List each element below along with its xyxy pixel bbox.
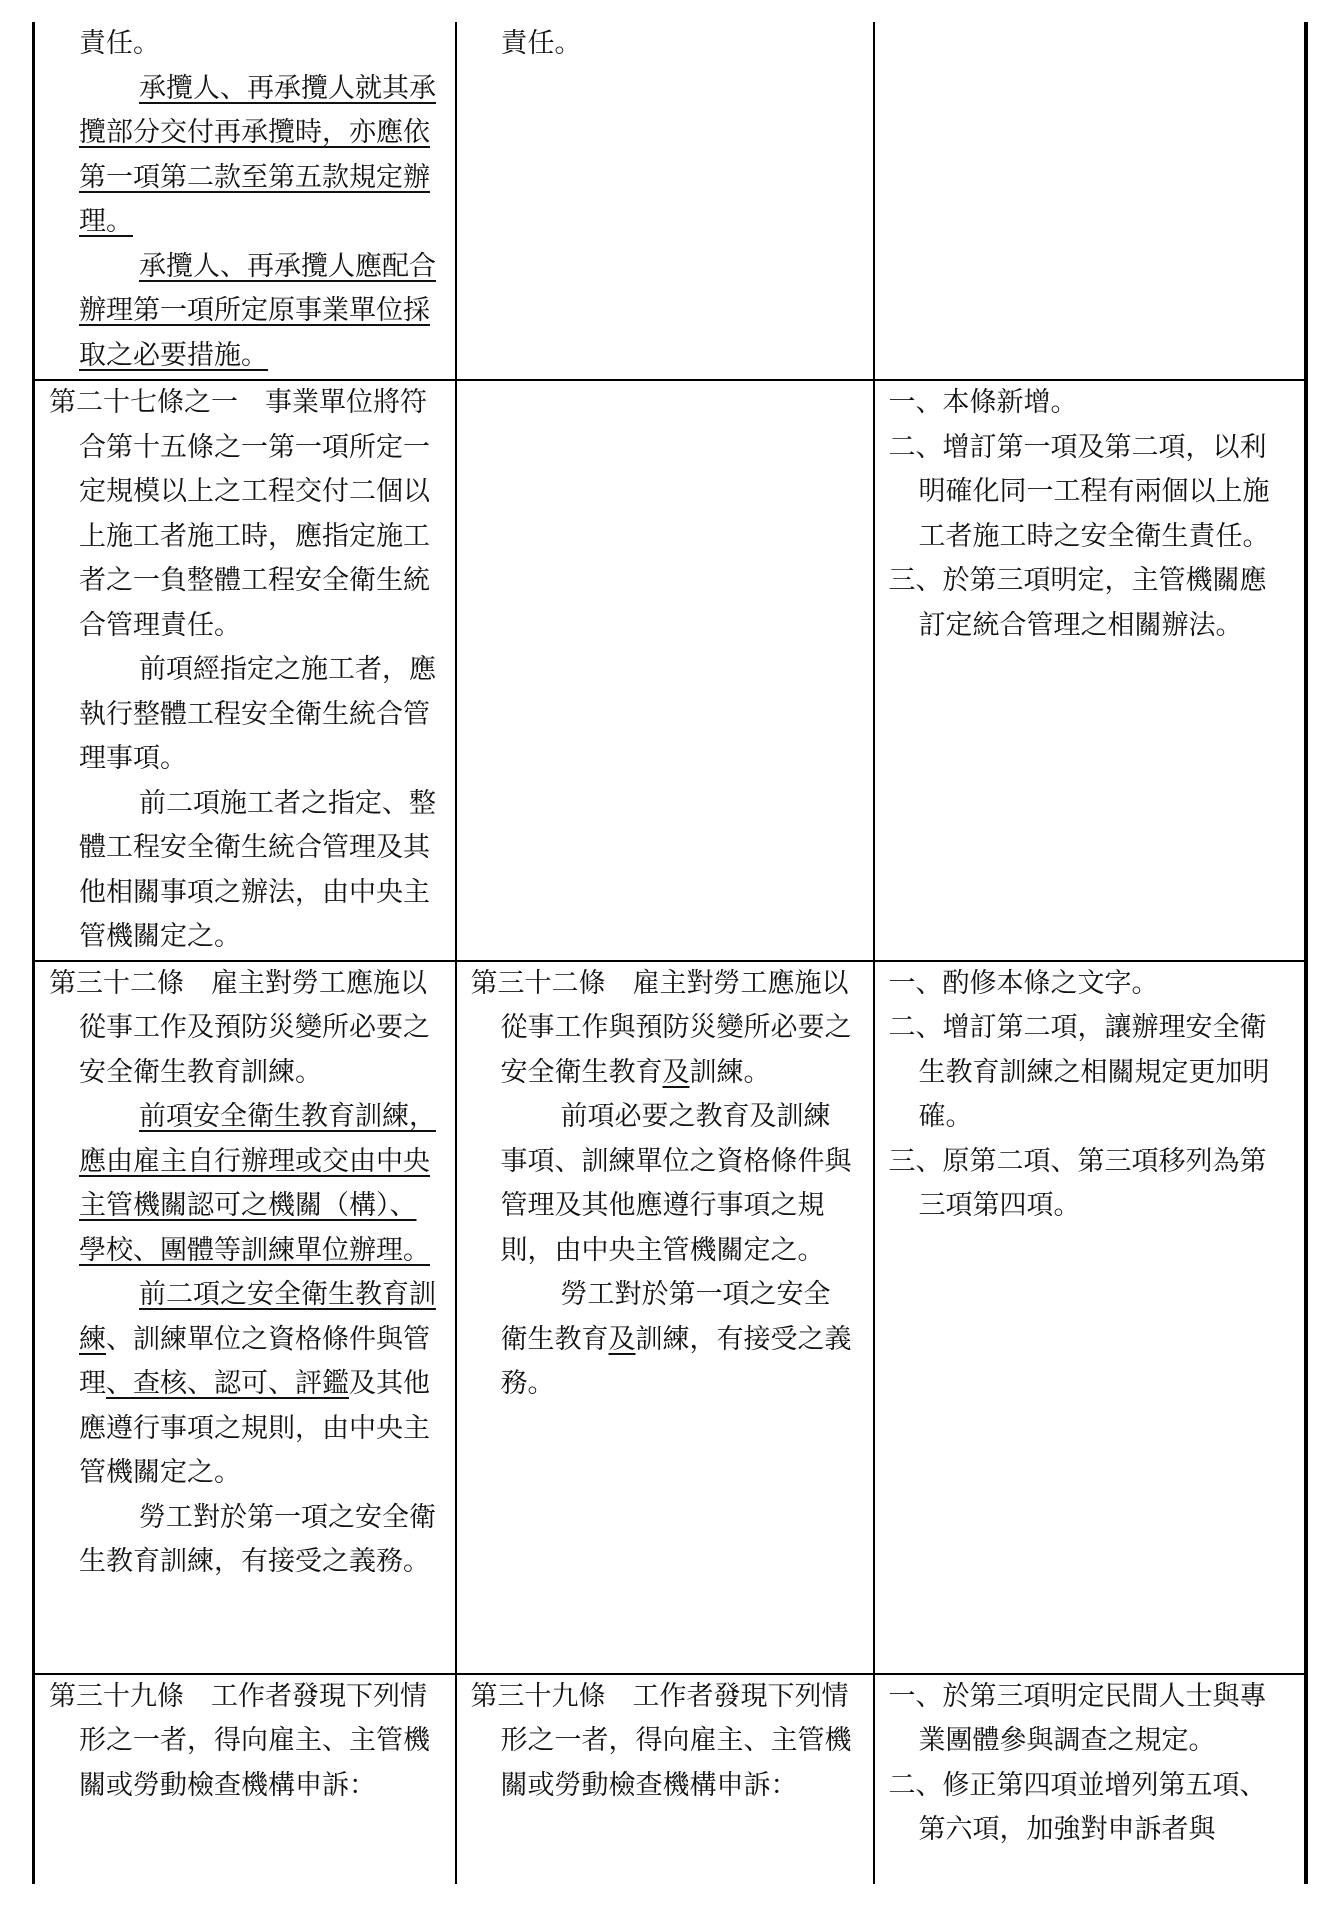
note-item: 二、增訂第一項及第二項，以利明確化同一工程有兩個以上施工者施工時之安全衛生責任。 (888, 431, 1270, 552)
underlined-text: 及 (662, 1056, 690, 1088)
table-row (34, 22, 1306, 380)
amended-text-cell (34, 380, 456, 961)
amended-paragraph: 前項安全衛生教育訓練，應由雇主自行辦理或交由中央主管機關認可之機關（構）、學校、團體等訓練單位辦理。 (79, 1101, 436, 1266)
underlined-text: 、查核、認可、評鑑 (106, 1368, 349, 1399)
amended-paragraph (49, 1273, 439, 1496)
amended-paragraph: 承攬人、再承攬人應配合辦理第一項所定原事業單位採取之必要措施。 (79, 250, 436, 371)
plain-text: 及其他應遵行事項之規則，由中央主管機關定之。 (79, 1368, 430, 1488)
amended-text-cell (34, 22, 456, 380)
notes-cell (874, 1674, 1306, 1884)
current-text-cell (456, 1674, 874, 1884)
amended-paragraph: 承攬人、再承攬人就其承攬部分交付再承攬時，亦應依第一項第二款至第五款規定辦理。 (79, 72, 436, 237)
article-heading: 第二十七條之一 事業單位將符合第十五條之一第一項所定一定規模以上之工程交付二個以上施工者施工時，應指定施工者之一負整體工程安全衛生統合管理責任。 (49, 387, 430, 641)
notes-cell (874, 22, 1306, 380)
amended-text-cell (34, 1674, 456, 1884)
underlined-text: 及 (608, 1323, 636, 1355)
current-text-cell (456, 961, 874, 1674)
table-row (34, 380, 1306, 961)
note-item: 一、酌修本條之文字。 (888, 967, 1159, 999)
underlined-text: 前二項之安全衛生教育訓練 (79, 1279, 436, 1355)
table-row (34, 961, 1306, 1674)
heading-text: 第三十二條 雇主對勞工應施以從事工作與預防災變所必要之安全衛生教育 (470, 967, 852, 1088)
article-heading (49, 962, 439, 1096)
current-tail: 責任。 (500, 28, 582, 59)
amended-tail: 責任。 (79, 28, 160, 59)
heading-text: 訓練。 (689, 1056, 771, 1088)
table-row (34, 1674, 1306, 1884)
note-item: 三、原第二項、第三項移列為第三項第四項。 (888, 1145, 1267, 1221)
current-paragraph (471, 1273, 857, 1407)
amended-text-cell (34, 961, 456, 1674)
notes-cell (874, 961, 1306, 1674)
article-heading (471, 962, 857, 1096)
amended-paragraph: 前項經指定之施工者，應執行整體工程安全衛生統合管理事項。 (79, 654, 436, 774)
current-text-cell (456, 380, 874, 961)
amended-paragraph: 前二項施工者之指定、整體工程安全衛生統合管理及其他相關事項之辦法，由中央主管機關定之。 (79, 787, 436, 952)
plain-text: 勞工對於第一項之安全衛生教育 (500, 1279, 831, 1355)
notes-cell (874, 380, 1306, 961)
note-item: 二、增訂第二項，讓辦理安全衛生教育訓練之相關規定更加明確。 (888, 1012, 1270, 1132)
amended-paragraph: 勞工對於第一項之安全衛生教育訓練，有接受之義務。 (79, 1501, 436, 1577)
heading-text: 第三十二條 雇主對勞工應施以從事工作 (49, 967, 427, 1043)
plain-text: 訓練，有接受之義務。 (500, 1323, 852, 1399)
current-text-cell (456, 22, 874, 380)
comparison-table (32, 22, 1308, 1884)
article-heading: 第三十九條 工作者發現下列情形之一者，得向雇主、主管機關或勞動檢查機構申訴： (49, 1680, 430, 1801)
heading-text: 及 (187, 1012, 214, 1043)
current-paragraph: 前項必要之教育及訓練事項、訓練單位之資格條件與管理及其他應遵行事項之規則，由中央主管機關定之。 (500, 1101, 852, 1266)
note-item: 二、修正第四項並增列第五項、第六項，加強對申訴者與 (888, 1769, 1267, 1845)
plain-text: 、訓練單位之資格條件與管理 (79, 1323, 430, 1399)
note-item: 一、本條新增。 (888, 387, 1078, 418)
note-item: 三、於第三項明定，主管機關應訂定統合管理之相關辦法。 (888, 565, 1267, 641)
note-item: 一、於第三項明定民間人士與專業團體參與調查之規定。 (888, 1680, 1267, 1756)
article-heading: 第三十九條 工作者發現下列情形之一者，得向雇主、主管機關或勞動檢查機構申訴： (470, 1680, 852, 1801)
heading-text: 預防災變所必要之安全衛生教育訓練。 (79, 1012, 430, 1088)
